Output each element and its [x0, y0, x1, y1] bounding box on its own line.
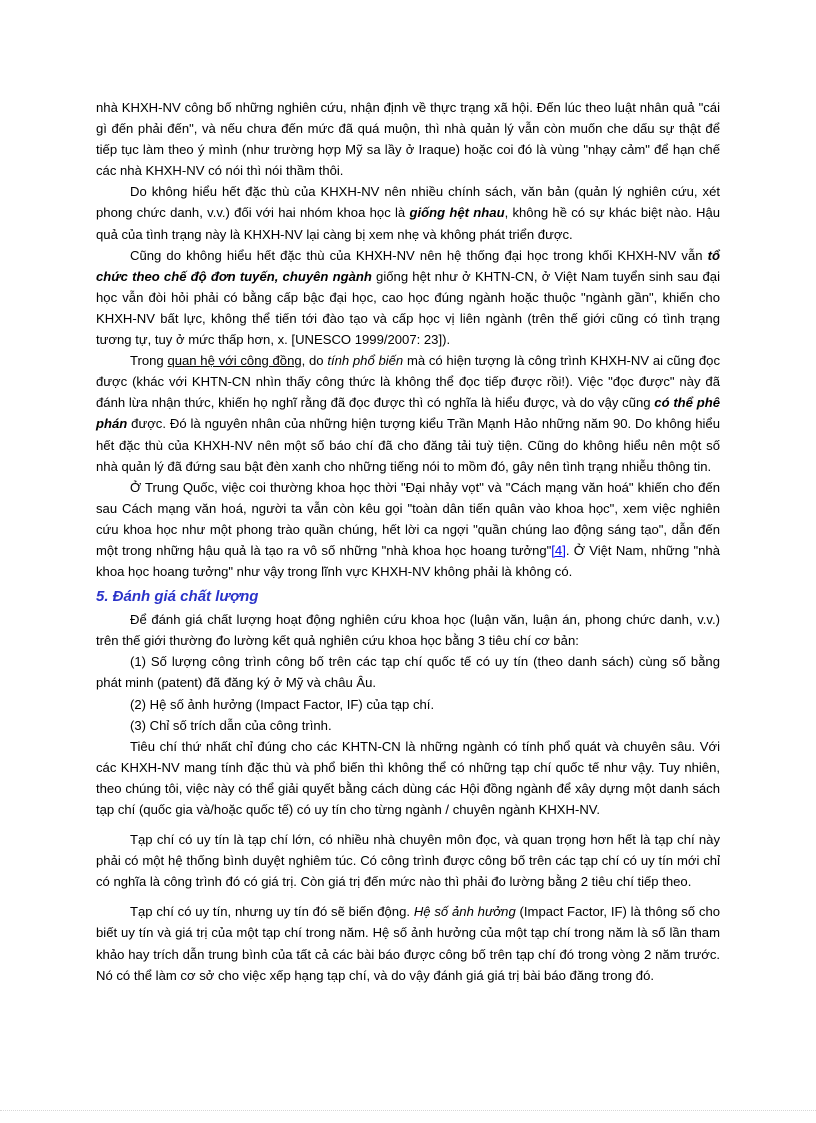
paragraph-4 — [96, 350, 720, 477]
document-page — [96, 97, 720, 986]
text-run: Ở Trung Quốc, việc coi thường khoa học thời "Đại nhảy vọt" và "Cách mạng văn hoá" khiến cho đến sau Cách mạng văn hoá, người ta vẫn còn kêu gọi "toàn dân tiến quân vào khoa học", xem việc nghiên cứu khoa học như một phong trào quần chúng, hết lời ca ngợi "quần chúng lao động sáng tạo", dẫn đến một trong những hậu quả là tạo ra vô số những "nhà khoa học hoang tưởng" — [96, 479, 720, 558]
section-heading: 5. Đánh giá chất lượng — [96, 588, 259, 606]
emphasis: có thể phê phán — [96, 395, 720, 432]
page-bottom-divider — [0, 1110, 816, 1111]
paragraph-2 — [96, 181, 720, 244]
text-run: , không hề có sự khác biệt nào. Hậu quả của tình trạng này là KHXH-NV lại càng bị xem nhẹ và không phát triển được. — [96, 205, 721, 242]
paragraph-9 — [96, 901, 720, 985]
text-run: Cũng do không hiểu hết đặc thù của KHXH-NV nên hệ thống đại học trong khối KHXH-NV vẫn — [130, 247, 708, 263]
text-run: . Ở Việt Nam, những "nhà khoa học hoang tưởng" như vậy trong lĩnh vực KHXH-NV không phải là không có. — [96, 542, 720, 580]
paragraph-8: Tạp chí có uy tín là tạp chí lớn, có nhiều nhà chuyên môn đọc, và quan trọng hơn hết là tạp chí này phải có một hệ thống bình duyệt nghiêm túc. Có công trình được công bố trên các tạp chí có uy tín mới chỉ có nghĩa là công trình đó có giá trị. Còn giá trị đến mức nào thì phải đo lường bằng 2 tiêu chí tiếp theo. — [96, 832, 720, 890]
paragraph-6: Để đánh giá chất lượng hoạt động nghiên cứu khoa học (luận văn, luận án, phong chức danh, v.v.) trên thế giới thường đo lường kết quả nghiên cứu khoa học bằng 3 tiêu chí cơ bản: — [96, 612, 720, 649]
paragraph-7: Tiêu chí thứ nhất chỉ đúng cho các KHTN-CN là những ngành có tính phổ quát và chuyên sâu. Với các KHXH-NV mang tính đặc thù và phổ biến thì không thể có những tạp chí quốc tế như vậy. Tuy nhiên, theo chúng tôi, việc này có thể giải quyết bằng cách dùng các Hội đồng ngành để xây dựng một danh sách tạp chí (quốc gia và/hoặc quốc tế) có uy tín cho từng ngành / chuyên ngành KHXH-NV. — [96, 738, 720, 817]
criterion-1: (1) Số lượng công trình công bố trên các tạp chí quốc tế có uy tín (theo danh sách) cùng số bằng phát minh (patent) đã đăng ký ở Mỹ và châu Âu. — [96, 654, 720, 691]
criterion-3: (3) Chỉ số trích dẫn của công trình. — [130, 717, 332, 733]
emphasis: tổ chức theo chế độ đơn tuyến, chuyên ngành — [96, 247, 720, 284]
reference-link[interactable]: [4] — [551, 542, 566, 558]
text-run: Tạp chí có uy tín, nhưng uy tín đó sẽ biến động. — [130, 904, 414, 920]
italic-term: Hệ số ảnh hưởng — [413, 904, 516, 920]
text-run: Trong — [130, 353, 168, 369]
paragraph-3 — [96, 245, 720, 350]
text-run: được. Đó là nguyên nhân của những hiện tượng kiểu Trần Mạnh Hảo những năm 90. Do không hiểu hết đặc thù của KHXH-NV nên một số báo chí đã cho đăng tải tuỳ tiện. Cũng do không hiểu nên một số nhà quản lý đã đứng sau bật đèn xanh cho những tiếng nói to mồm đó, gây nên tình trạng nhiễu thông tin. — [96, 416, 720, 474]
text-run: mà có hiện tượng là công trình KHXH-NV ai cũng đọc được (khác với KHTN-CN nhìn thấy công thức là không thể đọc tiếp được rồi!). Việc "đọc được" này đã đánh lừa nhận thức, khiến họ nghĩ rằng đã đọc được thì có nghĩa là hiểu được, và do vậy cũng — [96, 353, 720, 411]
text-run: giống hệt như ở KHTN-CN, ở Việt Nam tuyển sinh sau đại học vẫn đòi hỏi phải có bằng cấp bậc đại học, cao học đúng ngành hoặc thuộc "ngành gần", khiến cho KHXH-NV bất lực, không thể tiến tới đào tạo và cấp học vị liên ngành (trên thế giới cũng có tình trạng tương tự, tuy ở mức thấp hơn, x. [UNESCO 1999/2007: 23]). — [96, 268, 720, 348]
emphasis: giống hệt nhau — [409, 205, 505, 221]
text-run: (Impact Factor, IF) là thông số cho biết uy tín và giá trị của một tạp chí trong năm. Hệ số ảnh hưởng của một tạp chí trong năm là số lần tham khảo hay trích dẫn trung bình của tất cả các bài báo được công bố trên tạp chí đó trong vòng 2 năm trước. Nó có thể làm cơ sở cho việc xếp hạng tạp chí, và do vậy đánh giá giá trị bài báo đăng trong đó. — [96, 904, 721, 983]
paragraph-5 — [96, 477, 720, 582]
text-run: , do — [301, 353, 328, 369]
italic-term: tính phổ biến — [327, 353, 404, 369]
underlined-text: quan hệ với công đồng — [167, 353, 302, 369]
paragraph-1: nhà KHXH-NV công bố những nghiên cứu, nhận định về thực trạng xã hội. Đến lúc theo luật nhân quả "cái gì đến phải đến", và nếu chưa đến mức đã quá muộn, thì nhà quản lý vẫn còn muốn che dấu sự thật để tiếp tục làm theo ý mình (như trường hợp Mỹ sa lầy ở Iraque) hoặc coi đó là vùng "nhạy cảm" để hạn chế các nhà KHXH-NV có nói thì nói thầm thôi. — [96, 100, 720, 179]
criterion-2: (2) Hệ số ảnh hưởng (Impact Factor, IF) của tạp chí. — [130, 696, 435, 712]
text-run: Do không hiểu hết đặc thù của KHXH-NV nên nhiều chính sách, văn bản (quản lý nghiên cứu, xét phong chức danh, v.v.) đối với hai nhóm khoa học là — [96, 184, 720, 221]
